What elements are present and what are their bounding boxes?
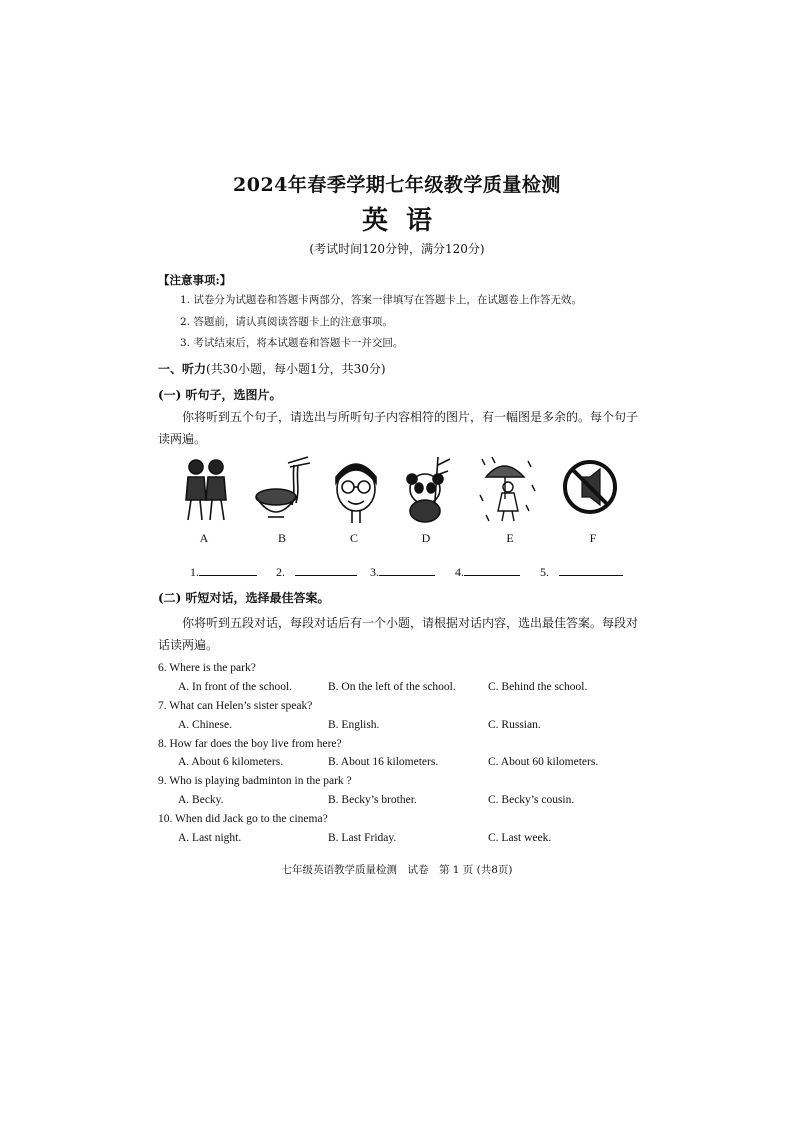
part2-instruction: 你将听到五段对话，每段对话后有一个小题，请根据对话内容，选出最佳答案。每段对话读两遍。 (158, 616, 639, 652)
picture-letter: D (421, 531, 431, 545)
question-text: 7. What can Helen’s sister speak? (158, 700, 313, 712)
option-a[interactable]: A. About 6 kilometers. (178, 756, 284, 768)
boy-with-glasses-icon (326, 455, 386, 525)
option-c[interactable]: C. About 60 kilometers. (488, 756, 599, 768)
blank-number: 3. (370, 565, 379, 579)
option-a[interactable]: A. Chinese. (178, 719, 232, 731)
answer-blank[interactable] (370, 565, 435, 580)
part1-heading: (一) 听句子，选图片。 (158, 388, 282, 402)
question-text: 6. Where is the park? (158, 662, 256, 674)
option-b[interactable]: B. Last Friday. (328, 832, 397, 844)
panda-with-bamboo-icon (398, 455, 458, 525)
page-footer: 七年级英语教学质量检测 试卷 第 1 页 (共8页) (281, 864, 513, 876)
notice-heading: 【注意事项:】 (158, 273, 232, 287)
picture-letter: E (506, 531, 514, 545)
blank-number: 4. (455, 565, 464, 579)
exam-subject: 英语 (361, 206, 450, 236)
section-detail: (共30小题，每小题1分，共30分) (206, 362, 386, 376)
option-b[interactable]: B. Becky’s brother. (328, 794, 417, 806)
part2-heading: (二) 听短对话，选择最佳答案。 (158, 591, 330, 605)
answer-blank[interactable] (455, 565, 520, 580)
blank-number: 5. (540, 565, 549, 579)
notice-item: 2. 答题前，请认真阅读答题卡上的注意事项。 (180, 316, 393, 328)
noodles-bowl-icon (252, 455, 312, 525)
answer-blank[interactable] (276, 565, 357, 580)
exam-time-note: (考试时间120分钟，满分120分) (309, 242, 485, 256)
option-c[interactable]: C. Last week. (488, 832, 552, 844)
question-text: 10. When did Jack go to the cinema? (158, 813, 328, 825)
option-c[interactable]: C. Russian. (488, 719, 541, 731)
part1-instruction: 你将听到五个句子，请选出与所听句子内容相符的图片，有一幅图是多余的。每个句子读两遍。 (158, 410, 639, 446)
option-b[interactable]: B. On the left of the school. (328, 681, 456, 693)
option-c[interactable]: C. Becky’s cousin. (488, 794, 575, 806)
section-title: 一、听力 (158, 362, 207, 376)
section-listening-heading (158, 360, 386, 377)
blank-number: 1. (190, 565, 199, 579)
two-girls-icon (178, 455, 238, 525)
question-text: 9. Who is playing badminton in the park ? (158, 775, 352, 787)
no-noise-sign-icon (560, 455, 620, 525)
option-b[interactable]: B. English. (328, 719, 380, 731)
notice-item: 3. 考试结束后，将本试题卷和答题卡一并交回。 (180, 337, 404, 349)
blank-number: 2. (276, 565, 285, 579)
picture-letter: B (277, 531, 286, 545)
option-a[interactable]: A. Last night. (178, 832, 242, 844)
question-text: 8. How far does the boy live from here? (158, 738, 342, 750)
picture-letter: C (349, 531, 358, 545)
option-a[interactable]: A. In front of the school. (178, 681, 293, 693)
picture-letter: F (589, 531, 597, 545)
option-c[interactable]: C. Behind the school. (488, 681, 588, 693)
answer-blank[interactable] (540, 565, 623, 580)
picture-letter: A (199, 531, 209, 545)
notice-item: 1. 试卷分为试题卷和答题卡两部分，答案一律填写在答题卡上，在试题卷上作答无效。 (180, 294, 582, 306)
option-b[interactable]: B. About 16 kilometers. (328, 756, 439, 768)
option-a[interactable]: A. Becky. (178, 794, 224, 806)
girl-in-rain-icon (478, 455, 538, 525)
answer-blank[interactable] (190, 565, 257, 580)
exam-title: 2024年春季学期七年级教学质量检测 (233, 174, 561, 196)
